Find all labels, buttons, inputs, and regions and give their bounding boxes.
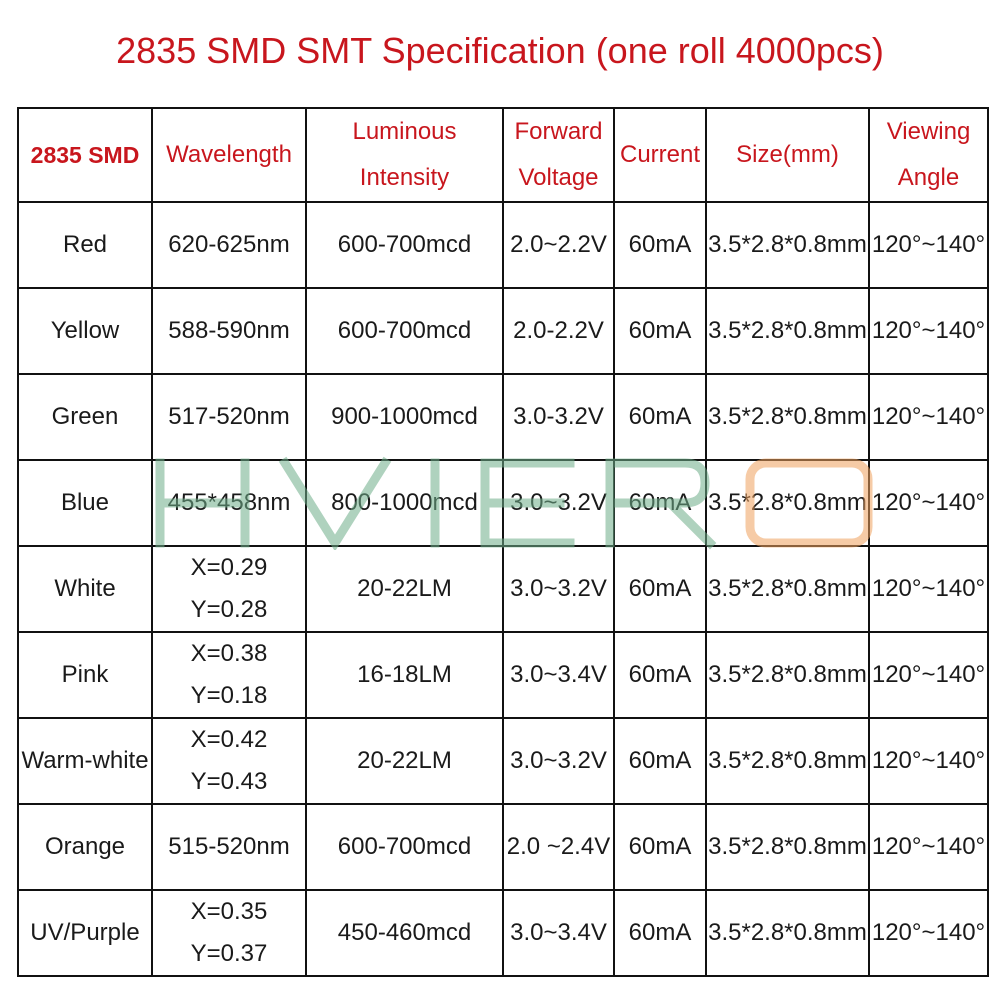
cell-color: Pink [18,632,152,718]
table-row [18,546,988,632]
table-row [18,374,988,460]
table-row [18,718,988,804]
cell-size: 3.5*2.8*0.8mm [706,632,869,718]
cell-viewing-angle: 120°~140° [869,374,988,460]
cell-luminous-intensity: 20-22LM [306,718,503,804]
cell-luminous-intensity: 20-22LM [306,546,503,632]
wavelength-line2: Y=0.28 [190,596,268,623]
table-row [18,288,988,374]
cell-viewing-angle: 120°~140° [869,718,988,804]
cell-size: 3.5*2.8*0.8mm [706,804,869,890]
header-wavelength: Wavelength [152,108,306,202]
cell-size: 3.5*2.8*0.8mm [706,460,869,546]
header-forward-voltage [503,108,614,202]
wavelength-line1: X=0.35 [190,898,268,925]
wavelength-line1: 517-520nm [168,403,290,430]
cell-luminous-intensity: 900-1000mcd [306,374,503,460]
cell-forward-voltage: 3.0~3.2V [503,718,614,804]
cell-color: Yellow [18,288,152,374]
cell-wavelength [152,202,306,288]
header-current: Current [614,108,706,202]
cell-current: 60mA [614,890,706,976]
cell-size: 3.5*2.8*0.8mm [706,288,869,374]
cell-wavelength [152,374,306,460]
cell-forward-voltage: 3.0~3.4V [503,890,614,976]
header-size: Size(mm) [706,108,869,202]
cell-luminous-intensity: 16-18LM [306,632,503,718]
table-row [18,202,988,288]
cell-current: 60mA [614,718,706,804]
cell-viewing-angle: 120°~140° [869,288,988,374]
wavelength-line2: Y=0.18 [190,682,268,709]
cell-color: Orange [18,804,152,890]
header-luminous-intensity [306,108,503,202]
header-luminous-line2: Intensity [359,164,450,191]
cell-forward-voltage: 2.0~2.2V [503,202,614,288]
table-row [18,804,988,890]
cell-luminous-intensity: 600-700mcd [306,288,503,374]
cell-viewing-angle: 120°~140° [869,890,988,976]
cell-size: 3.5*2.8*0.8mm [706,546,869,632]
table-body [18,202,988,976]
cell-wavelength [152,288,306,374]
wavelength-line1: X=0.38 [190,640,268,667]
header-luminous-line1: Luminous [352,118,457,145]
cell-forward-voltage: 3.0~3.2V [503,546,614,632]
table-row [18,460,988,546]
wavelength-line1: X=0.29 [190,554,268,581]
header-voltage-line1: Forward [514,118,603,145]
cell-wavelength [152,890,306,976]
cell-color: Blue [18,460,152,546]
cell-color: Red [18,202,152,288]
cell-current: 60mA [614,804,706,890]
header-row [18,108,988,202]
wavelength-line2: Y=0.37 [190,940,268,967]
cell-current: 60mA [614,374,706,460]
cell-color: Green [18,374,152,460]
header-angle-line2: Angle [897,164,960,191]
cell-wavelength [152,632,306,718]
cell-size: 3.5*2.8*0.8mm [706,374,869,460]
cell-luminous-intensity: 600-700mcd [306,804,503,890]
cell-viewing-angle: 120°~140° [869,460,988,546]
table-row [18,890,988,976]
header-voltage-line2: Voltage [518,164,599,191]
cell-size: 3.5*2.8*0.8mm [706,202,869,288]
cell-current: 60mA [614,288,706,374]
cell-current: 60mA [614,460,706,546]
cell-viewing-angle: 120°~140° [869,632,988,718]
header-viewing-angle [869,108,988,202]
specification-table [17,107,989,977]
cell-luminous-intensity: 800-1000mcd [306,460,503,546]
cell-color: White [18,546,152,632]
cell-forward-voltage: 2.0-2.2V [503,288,614,374]
cell-current: 60mA [614,202,706,288]
cell-luminous-intensity: 450-460mcd [306,890,503,976]
cell-current: 60mA [614,632,706,718]
cell-forward-voltage: 2.0 ~2.4V [503,804,614,890]
cell-color: Warm-white [18,718,152,804]
wavelength-line2: Y=0.43 [190,768,268,795]
page-title: 2835 SMD SMT Specification (one roll 4000pcs) [116,30,884,71]
wavelength-line1: 620-625nm [168,231,290,258]
header-model: 2835 SMD [18,108,152,202]
cell-wavelength [152,460,306,546]
cell-viewing-angle: 120°~140° [869,202,988,288]
cell-current: 60mA [614,546,706,632]
cell-viewing-angle: 120°~140° [869,546,988,632]
cell-wavelength [152,546,306,632]
cell-luminous-intensity: 600-700mcd [306,202,503,288]
cell-forward-voltage: 3.0~3.2V [503,460,614,546]
cell-size: 3.5*2.8*0.8mm [706,890,869,976]
table-row [18,632,988,718]
cell-viewing-angle: 120°~140° [869,804,988,890]
wavelength-line1: 515-520nm [168,833,290,860]
header-angle-line1: Viewing [886,118,971,145]
cell-wavelength [152,718,306,804]
cell-forward-voltage: 3.0~3.4V [503,632,614,718]
cell-forward-voltage: 3.0-3.2V [503,374,614,460]
cell-size: 3.5*2.8*0.8mm [706,718,869,804]
cell-wavelength [152,804,306,890]
wavelength-line1: X=0.42 [190,726,268,753]
cell-color: UV/Purple [18,890,152,976]
wavelength-line1: 588-590nm [168,317,290,344]
wavelength-line1: 455*458nm [167,489,291,516]
